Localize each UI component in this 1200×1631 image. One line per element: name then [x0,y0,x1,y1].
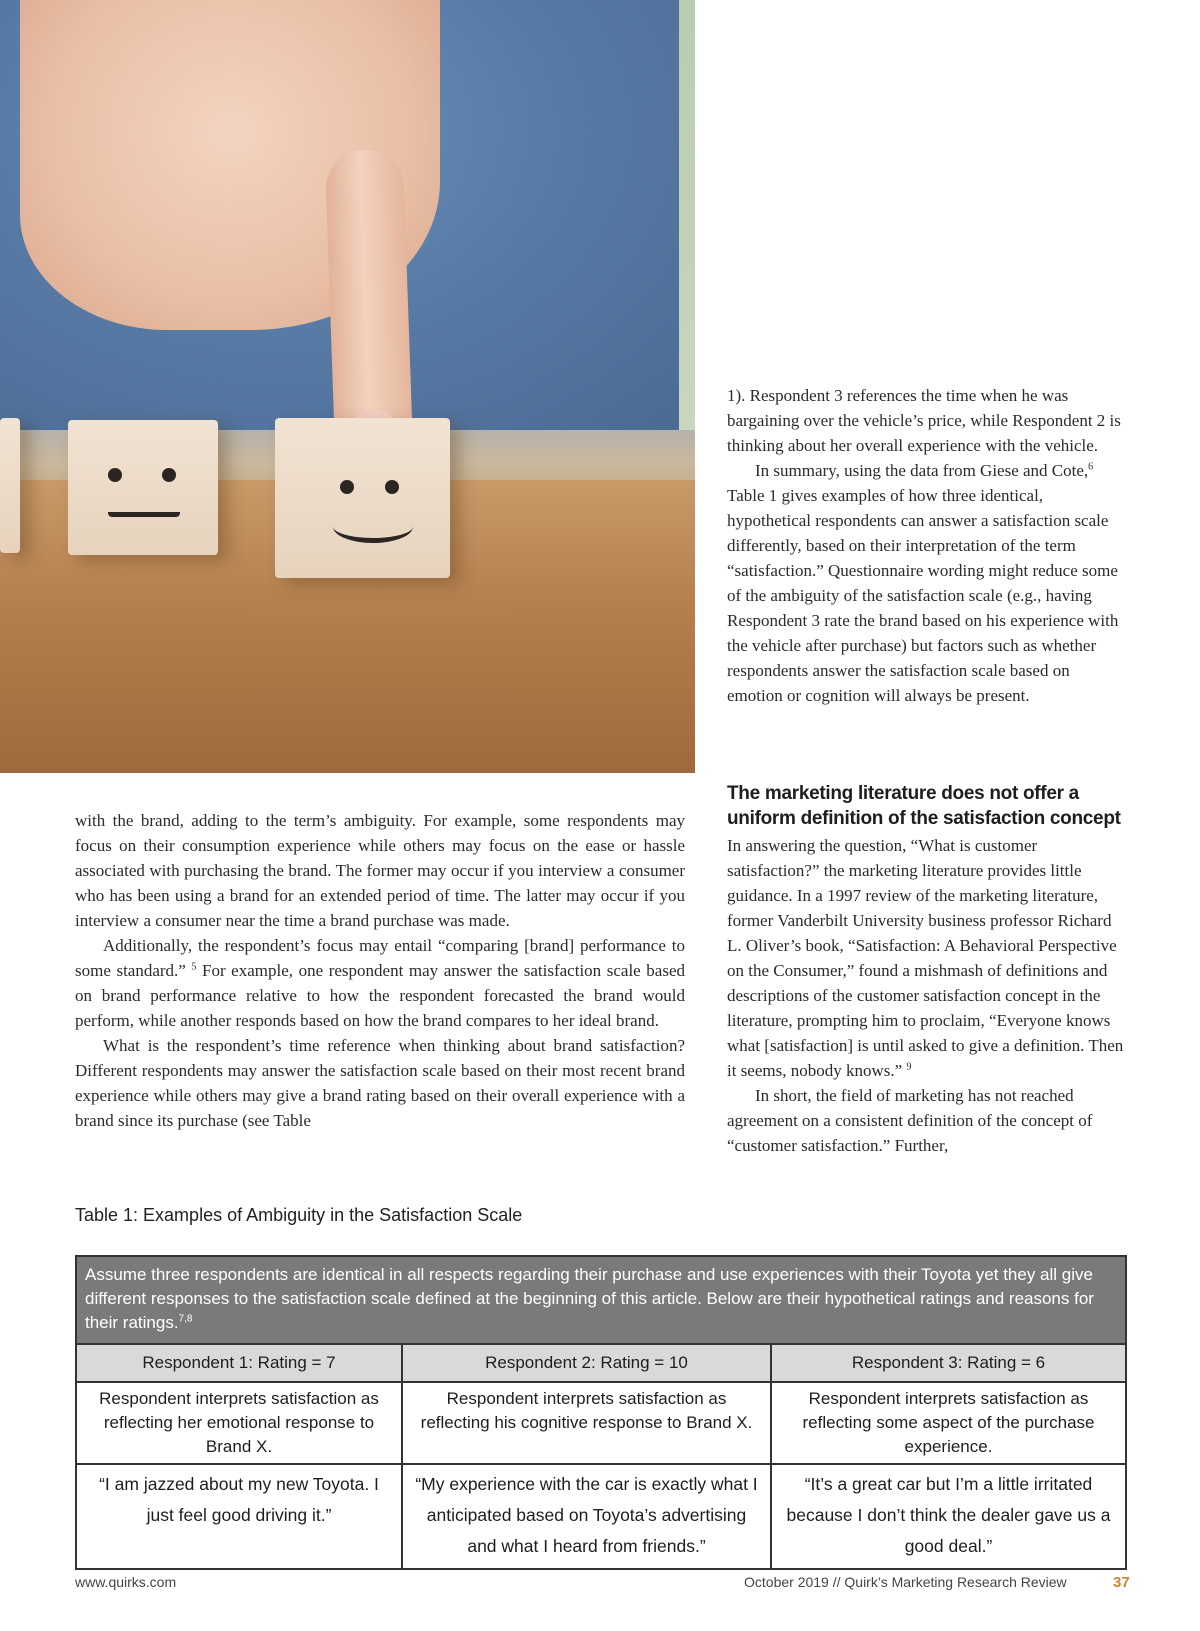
section-subhead: The marketing literature does not offer a uniform definition of the satisfaction concept [727,783,1121,829]
footnote-ref: 7,8 [178,1313,193,1325]
cube-eye [340,480,354,494]
paragraph: What is the respondent’s time reference when thinking about brand satisfaction? Different respondents may answer the satisfaction scale based on their most recent brand experience while others may give a brand rating based on their overall experience with a brand since its purchase (see Table [75,1036,685,1130]
examples-table [75,1255,1127,1570]
paragraph: with the brand, adding to the term’s ambiguity. For example, some respondents may focus on their consumption experience while others may focus on the ease or hassle associated with purchasing the brand. The former may occur if you interview a consumer who has been using a brand for an extended period of time. The latter may occur if you interview a consumer near the time a brand purchase was made. [75,811,685,930]
paragraph-text: Table 1 gives examples of how three identical, hypothetical respondents can answer a satisfaction scale differently, based on their interpretation of the term “satisfaction.” Questionnaire wording might reduce some of the ambiguity of the satisfaction scale (e.g., having Respondent 3 rate the brand based on his experience with the vehicle after purchase) but factors such as whether respondents answer the satisfaction scale based on emotion or cognition will always be present. [727,486,1119,705]
right-column-top [727,383,1127,708]
cube-smile-mouth [333,510,413,543]
footnote-ref: 6 [1088,461,1094,473]
cube-eye [108,468,122,482]
paragraph [75,933,685,1033]
paragraph: In short, the field of marketing has not reached agreement on a consistent definition of the concept of “customer satisfaction.” Further, [727,1086,1093,1155]
table-caption: Table 1: Examples of Ambiguity in the Satisfaction Scale [75,1205,523,1225]
smiley-face-cube [275,418,450,578]
cube-eye [162,468,176,482]
table-cell: Respondent interprets satisfaction as reflecting his cognitive response to Brand X. [403,1383,772,1463]
photo-cube-partial [0,418,20,553]
left-column [75,808,685,1133]
table-intro-text: Assume three respondents are identical in all respects regarding their purchase and use experiences with their Toyota yet they all give different responses to the satisfaction scale defined at the beginning of this article. Below are their hypothetical ratings and reasons for their ratings. [85,1265,1094,1332]
table-row-quotes [77,1465,1125,1568]
hero-photo [0,0,695,773]
table-header-row [77,1345,1125,1383]
table-header-cell: Respondent 2: Rating = 10 [403,1345,772,1381]
footnote-ref: 9 [906,1061,912,1073]
cube-eye [385,480,399,494]
paragraph-text: For example, one respondent may answer the satisfaction scale based on brand performance relative to how the respondent forecasted the brand would perform, while another responds based on how the brand compares to her ideal brand. [75,961,685,1030]
paragraph-text: In summary, using the data from Giese and Cote, [755,461,1089,480]
paragraph-text: Additionally, the respondent’s focus may entail “comparing [brand] performance to some standard.” [75,936,685,980]
paragraph: 1). Respondent 3 references the time when he was bargaining over the vehicle’s price, while Respondent 2 is thinking about her overall experience with the vehicle. [727,386,1121,455]
table-header-cell: Respondent 3: Rating = 6 [772,1345,1125,1381]
table-cell: “I am jazzed about my new Toyota. I just feel good driving it.” [77,1465,403,1568]
table-cell: Respondent interprets satisfaction as reflecting her emotional response to Brand X. [77,1383,403,1463]
table-cell: “My experience with the car is exactly what I anticipated based on Toyota’s advertising and what I heard from friends.” [403,1465,772,1568]
table-row-interpretation [77,1383,1125,1465]
table-intro [77,1257,1125,1345]
paragraph [727,833,1127,1083]
neutral-face-cube [68,420,218,555]
page-number: 37 [1113,1574,1130,1591]
photo-background-edge [679,0,695,430]
table-header-cell: Respondent 1: Rating = 7 [77,1345,403,1381]
paragraph-text: In answering the question, “What is customer satisfaction?” the marketing literature provides little guidance. In a 1997 review of the marketing literature, former Vanderbilt University business professor Richard L. Oliver’s book, “Satisfaction: A Behavioral Perspective on the Consumer,” found a mishmash of definitions and descriptions of the customer satisfaction concept in the literature, prompting him to proclaim, “Everyone knows what [satisfaction] is until asked to give a definition. Then it seems, nobody knows.” [727,836,1124,1080]
table-cell: Respondent interprets satisfaction as reflecting some aspect of the purchase experience. [802,1389,1095,1456]
cube-neutral-mouth [108,506,180,517]
right-column-bottom [727,833,1127,1158]
table-cell: “It’s a great car but I’m a little irritated because I don’t think the dealer gave us a good deal.” [786,1474,1111,1556]
footer-issue: October 2019 // Quirk’s Marketing Research Review [744,1574,1067,1590]
paragraph [727,458,1127,708]
footnote-ref: 5 [191,961,197,973]
footer-website: www.quirks.com [75,1574,177,1590]
